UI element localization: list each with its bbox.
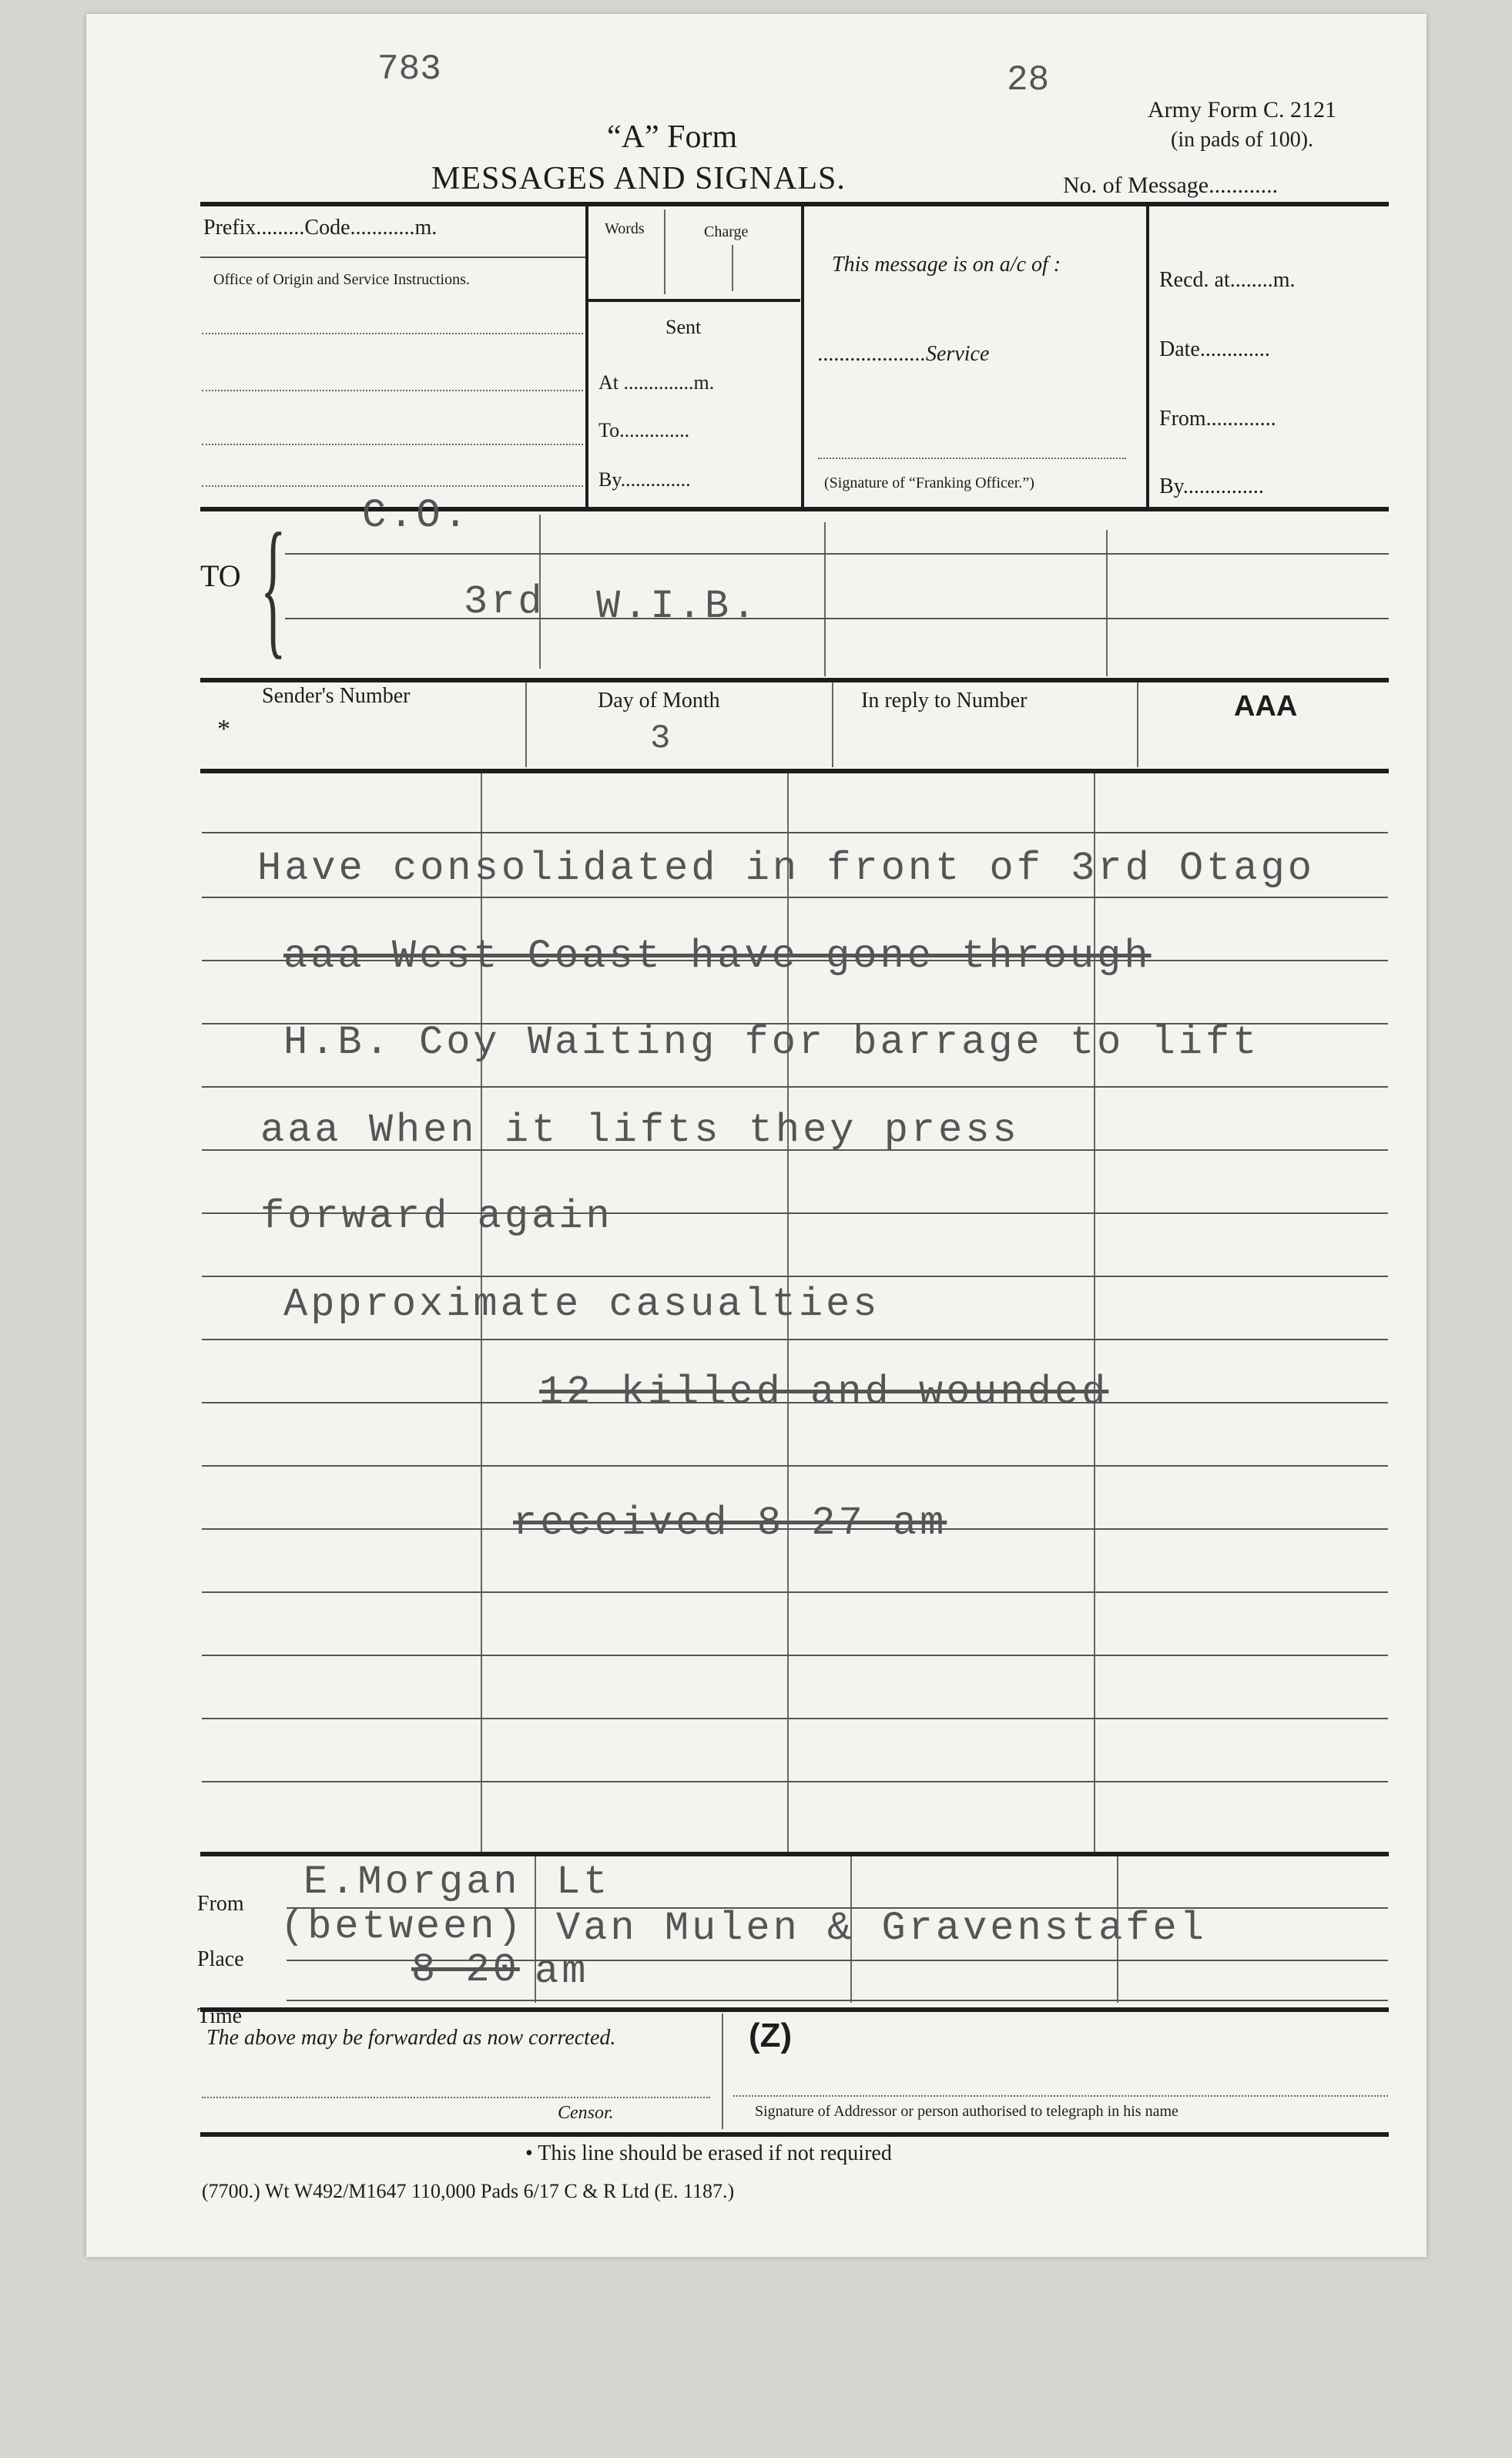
sent-at-field: At ..............m.	[598, 371, 715, 394]
aaa-mark: AAA	[1234, 690, 1298, 723]
message-line-3: H.B. Coy Waiting for barrage to lift	[283, 1020, 1260, 1065]
in-reply-to-label: In reply to Number	[861, 689, 1028, 713]
form-number-left: 783	[377, 49, 441, 89]
day-of-month-value: 3	[650, 719, 671, 758]
numbers-col-2	[832, 682, 833, 767]
body-bottom-rule	[200, 1852, 1389, 1856]
time-suffix: am	[535, 1949, 589, 1994]
pads-note: (in pads of 100).	[1171, 128, 1314, 152]
place-rule	[287, 1960, 1388, 1961]
by-right-field: By...............	[1159, 474, 1264, 498]
message-line-7: 12 killed and wounded	[539, 1370, 1109, 1415]
place-value: (between)	[280, 1904, 525, 1950]
print-line: (7700.) Wt W492/M1647 110,000 Pads 6/17 C & R Ltd (E. 1187.)	[202, 2180, 735, 2202]
message-line-4: aaa When it lifts they press	[260, 1108, 1020, 1153]
body-line-9	[202, 1339, 1388, 1340]
to-col-1	[539, 515, 541, 669]
censor-line	[202, 2097, 710, 2098]
header-rule	[200, 202, 1389, 206]
time-rule	[287, 2000, 1388, 2001]
message-number-field: No. of Message............	[1063, 173, 1279, 198]
place-detail: Van Mulen & Gravenstafel	[556, 1906, 1207, 1951]
date-field: Date.............	[1159, 337, 1270, 361]
office-of-origin-label: Office of Origin and Service Instructions.	[213, 271, 470, 288]
franking-officer-label: (Signature of “Franking Officer.”)	[824, 474, 1034, 491]
body-line-8	[202, 1276, 1388, 1277]
to-label: TO	[200, 558, 241, 593]
numbers-col-3	[1137, 682, 1138, 767]
to-line-rule-2	[285, 618, 1389, 619]
body-line-5	[202, 1086, 1388, 1088]
service-field: ....................Service	[818, 342, 990, 366]
message-line-5: forward again	[260, 1194, 613, 1239]
message-line-6: Approximate casualties	[283, 1282, 880, 1327]
form-number-center: 28	[1007, 60, 1050, 100]
from-rule	[287, 1907, 1388, 1909]
from-label: From	[197, 1892, 244, 1916]
prefix-underline	[200, 257, 585, 258]
origin-line-2	[202, 390, 583, 391]
message-line-8: received 8-27 am	[513, 1501, 947, 1546]
z-mark: (Z)	[749, 2017, 793, 2054]
numbers-row-rule	[200, 769, 1389, 773]
addressor-signature-line	[733, 2095, 1388, 2097]
body-line-11	[202, 1465, 1388, 1467]
origin-line-1	[202, 333, 583, 334]
to-line-2-b: W.I.B.	[596, 584, 759, 629]
forwarded-note: The above may be forwarded as now corrected.	[206, 2026, 616, 2050]
prefix-code-field: Prefix.........Code............m.	[203, 216, 438, 240]
body-line-16	[202, 1781, 1388, 1782]
to-block-rule	[200, 678, 1389, 682]
franking-signature-line	[818, 458, 1126, 459]
body-line-13	[202, 1591, 1388, 1593]
form-name: “A” Form	[607, 119, 738, 155]
to-line-1: C.O.	[362, 493, 471, 538]
to-line-2-a: 3rd	[464, 579, 545, 625]
sender-rank: Lt	[556, 1859, 611, 1905]
message-line-1: Have consolidated in front of 3rd Otago	[257, 846, 1315, 891]
addressor-signature-label: Signature of Addressor or person authorised to telegraph in his name	[755, 2103, 1178, 2120]
footer-col-3	[1117, 1856, 1118, 2003]
to-line-rule-1	[285, 553, 1389, 555]
censor-label: Censor.	[558, 2103, 614, 2123]
place-label: Place	[197, 1947, 244, 1971]
censor-divider	[722, 2014, 723, 2129]
from-field: From.............	[1159, 407, 1276, 431]
words-charge-divider	[664, 210, 665, 294]
message-form-sheet	[86, 14, 1427, 2257]
footer-rule	[200, 2007, 1389, 2012]
time-value: 8-20	[411, 1947, 520, 1993]
erase-note: • This line should be erased if not required	[525, 2141, 892, 2165]
charge-tick	[732, 245, 733, 291]
to-brace: {	[260, 502, 287, 672]
sent-to-field: To..............	[598, 419, 690, 441]
body-line-15	[202, 1718, 1388, 1719]
body-line-2	[202, 897, 1388, 898]
body-line-14	[202, 1655, 1388, 1656]
divider-ac	[1146, 206, 1149, 507]
sender-name: E.Morgan	[303, 1859, 521, 1905]
account-label: This message is on a/c of :	[832, 253, 1061, 277]
to-col-2	[824, 522, 826, 676]
footer-col-2	[850, 1856, 852, 2003]
message-line-2: aaa West Coast have gone through	[283, 934, 1152, 979]
divider-origin	[585, 206, 588, 507]
charge-label: Charge	[704, 223, 749, 240]
received-at-field: Recd. at........m.	[1159, 268, 1296, 292]
body-line-1	[202, 832, 1388, 833]
words-label: Words	[605, 220, 645, 237]
army-form-number: Army Form C. 2121	[1148, 97, 1337, 122]
words-charge-rule	[587, 299, 800, 302]
footer-col-1	[535, 1856, 536, 2003]
day-of-month-label: Day of Month	[598, 689, 720, 713]
origin-line-3	[202, 444, 583, 445]
sent-by-field: By..............	[598, 468, 691, 491]
divider-sent	[801, 206, 804, 507]
to-col-3	[1106, 530, 1108, 676]
bottom-rule	[200, 2132, 1389, 2137]
sent-label: Sent	[665, 316, 702, 338]
numbers-col-1	[525, 682, 527, 767]
senders-number-value: *	[217, 715, 230, 743]
form-title: MESSAGES AND SIGNALS.	[431, 161, 846, 196]
origin-line-4	[202, 485, 583, 487]
senders-number-label: Sender's Number	[262, 684, 411, 708]
time-label: Time	[197, 2004, 243, 2028]
